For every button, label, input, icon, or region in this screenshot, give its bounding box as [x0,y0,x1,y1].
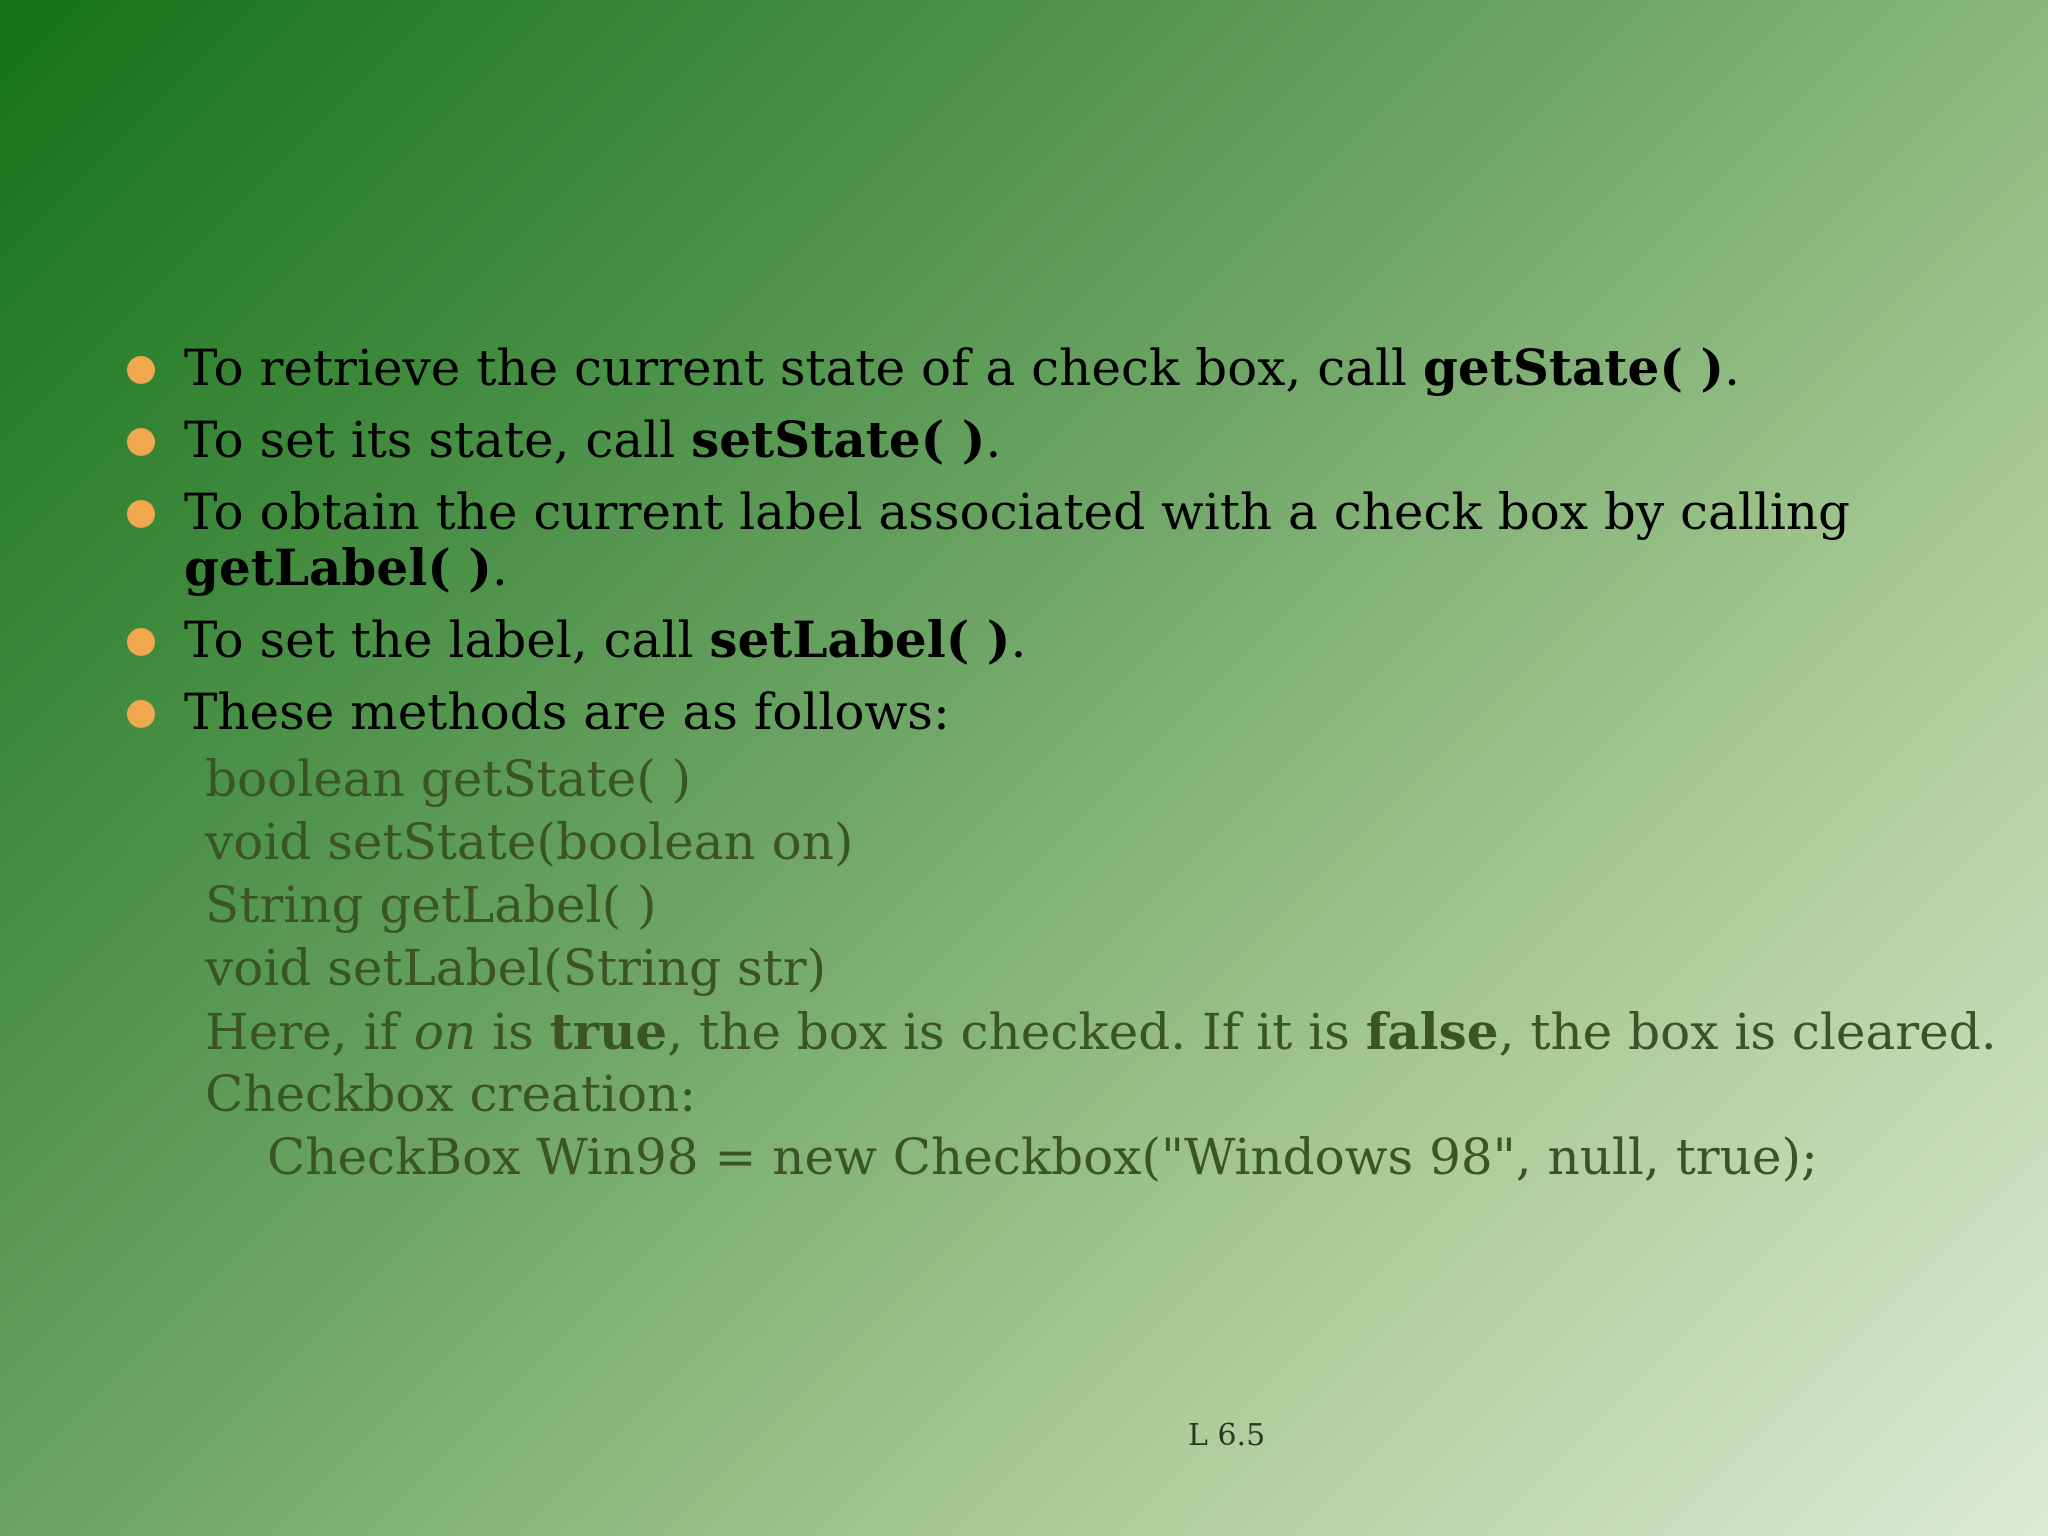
bullet-tail: . [985,411,1002,469]
bullet-item [124,412,2004,468]
explanation-text: , the box is cleared. [1498,1003,1997,1061]
code-line: String getLabel( ) [205,876,657,934]
bullet-text: These methods are as follows: [184,683,950,741]
page-number: L 6.5 [1188,1418,1266,1453]
code-line: void setLabel(String str) [205,939,827,997]
bullet-tail: . [1724,339,1740,397]
bullet-dot-icon [127,428,155,456]
bullet-item [124,340,2004,396]
bullet-dot-icon [127,356,155,384]
code-line: void setState(boolean on) [205,813,854,871]
bullet-dot-icon [127,700,155,728]
method-name: getState( ) [1422,338,1725,397]
bullet-text: To obtain the current label associated with a check box by calling [184,483,1851,541]
explanation-line [205,1000,2005,1063]
bullet-dot-icon [127,500,155,528]
bullet-list [124,340,2004,756]
method-name: getLabel( ) [184,538,492,597]
bullet-item [124,612,2004,668]
explanation-text: Here, if [205,1003,414,1061]
code-line: boolean getState( ) [205,750,692,808]
bullet-tail: . [1010,611,1027,669]
keyword-true: true [549,1002,668,1061]
bullet-item [124,684,2004,740]
explanation-text: , the box is checked. If it is [667,1003,1366,1061]
explanation-text: is [476,1003,550,1061]
bullet-item [124,484,2004,596]
keyword-false: false [1365,1002,1499,1061]
param-name: on [413,1003,477,1061]
bullet-text: To set the label, call [184,611,710,669]
method-name: setState( ) [691,410,986,469]
bullet-dot-icon [127,628,155,656]
method-name: setLabel( ) [709,610,1011,669]
bullet-text: To retrieve the current state of a check box, call [184,339,1423,397]
method-signatures [205,748,2005,1189]
bullet-tail: . [491,539,508,597]
bullet-text: To set its state, call [184,411,692,469]
creation-code: CheckBox Win98 = new Checkbox("Windows 98", null, true); [267,1128,1818,1186]
creation-label: Checkbox creation: [205,1065,697,1123]
